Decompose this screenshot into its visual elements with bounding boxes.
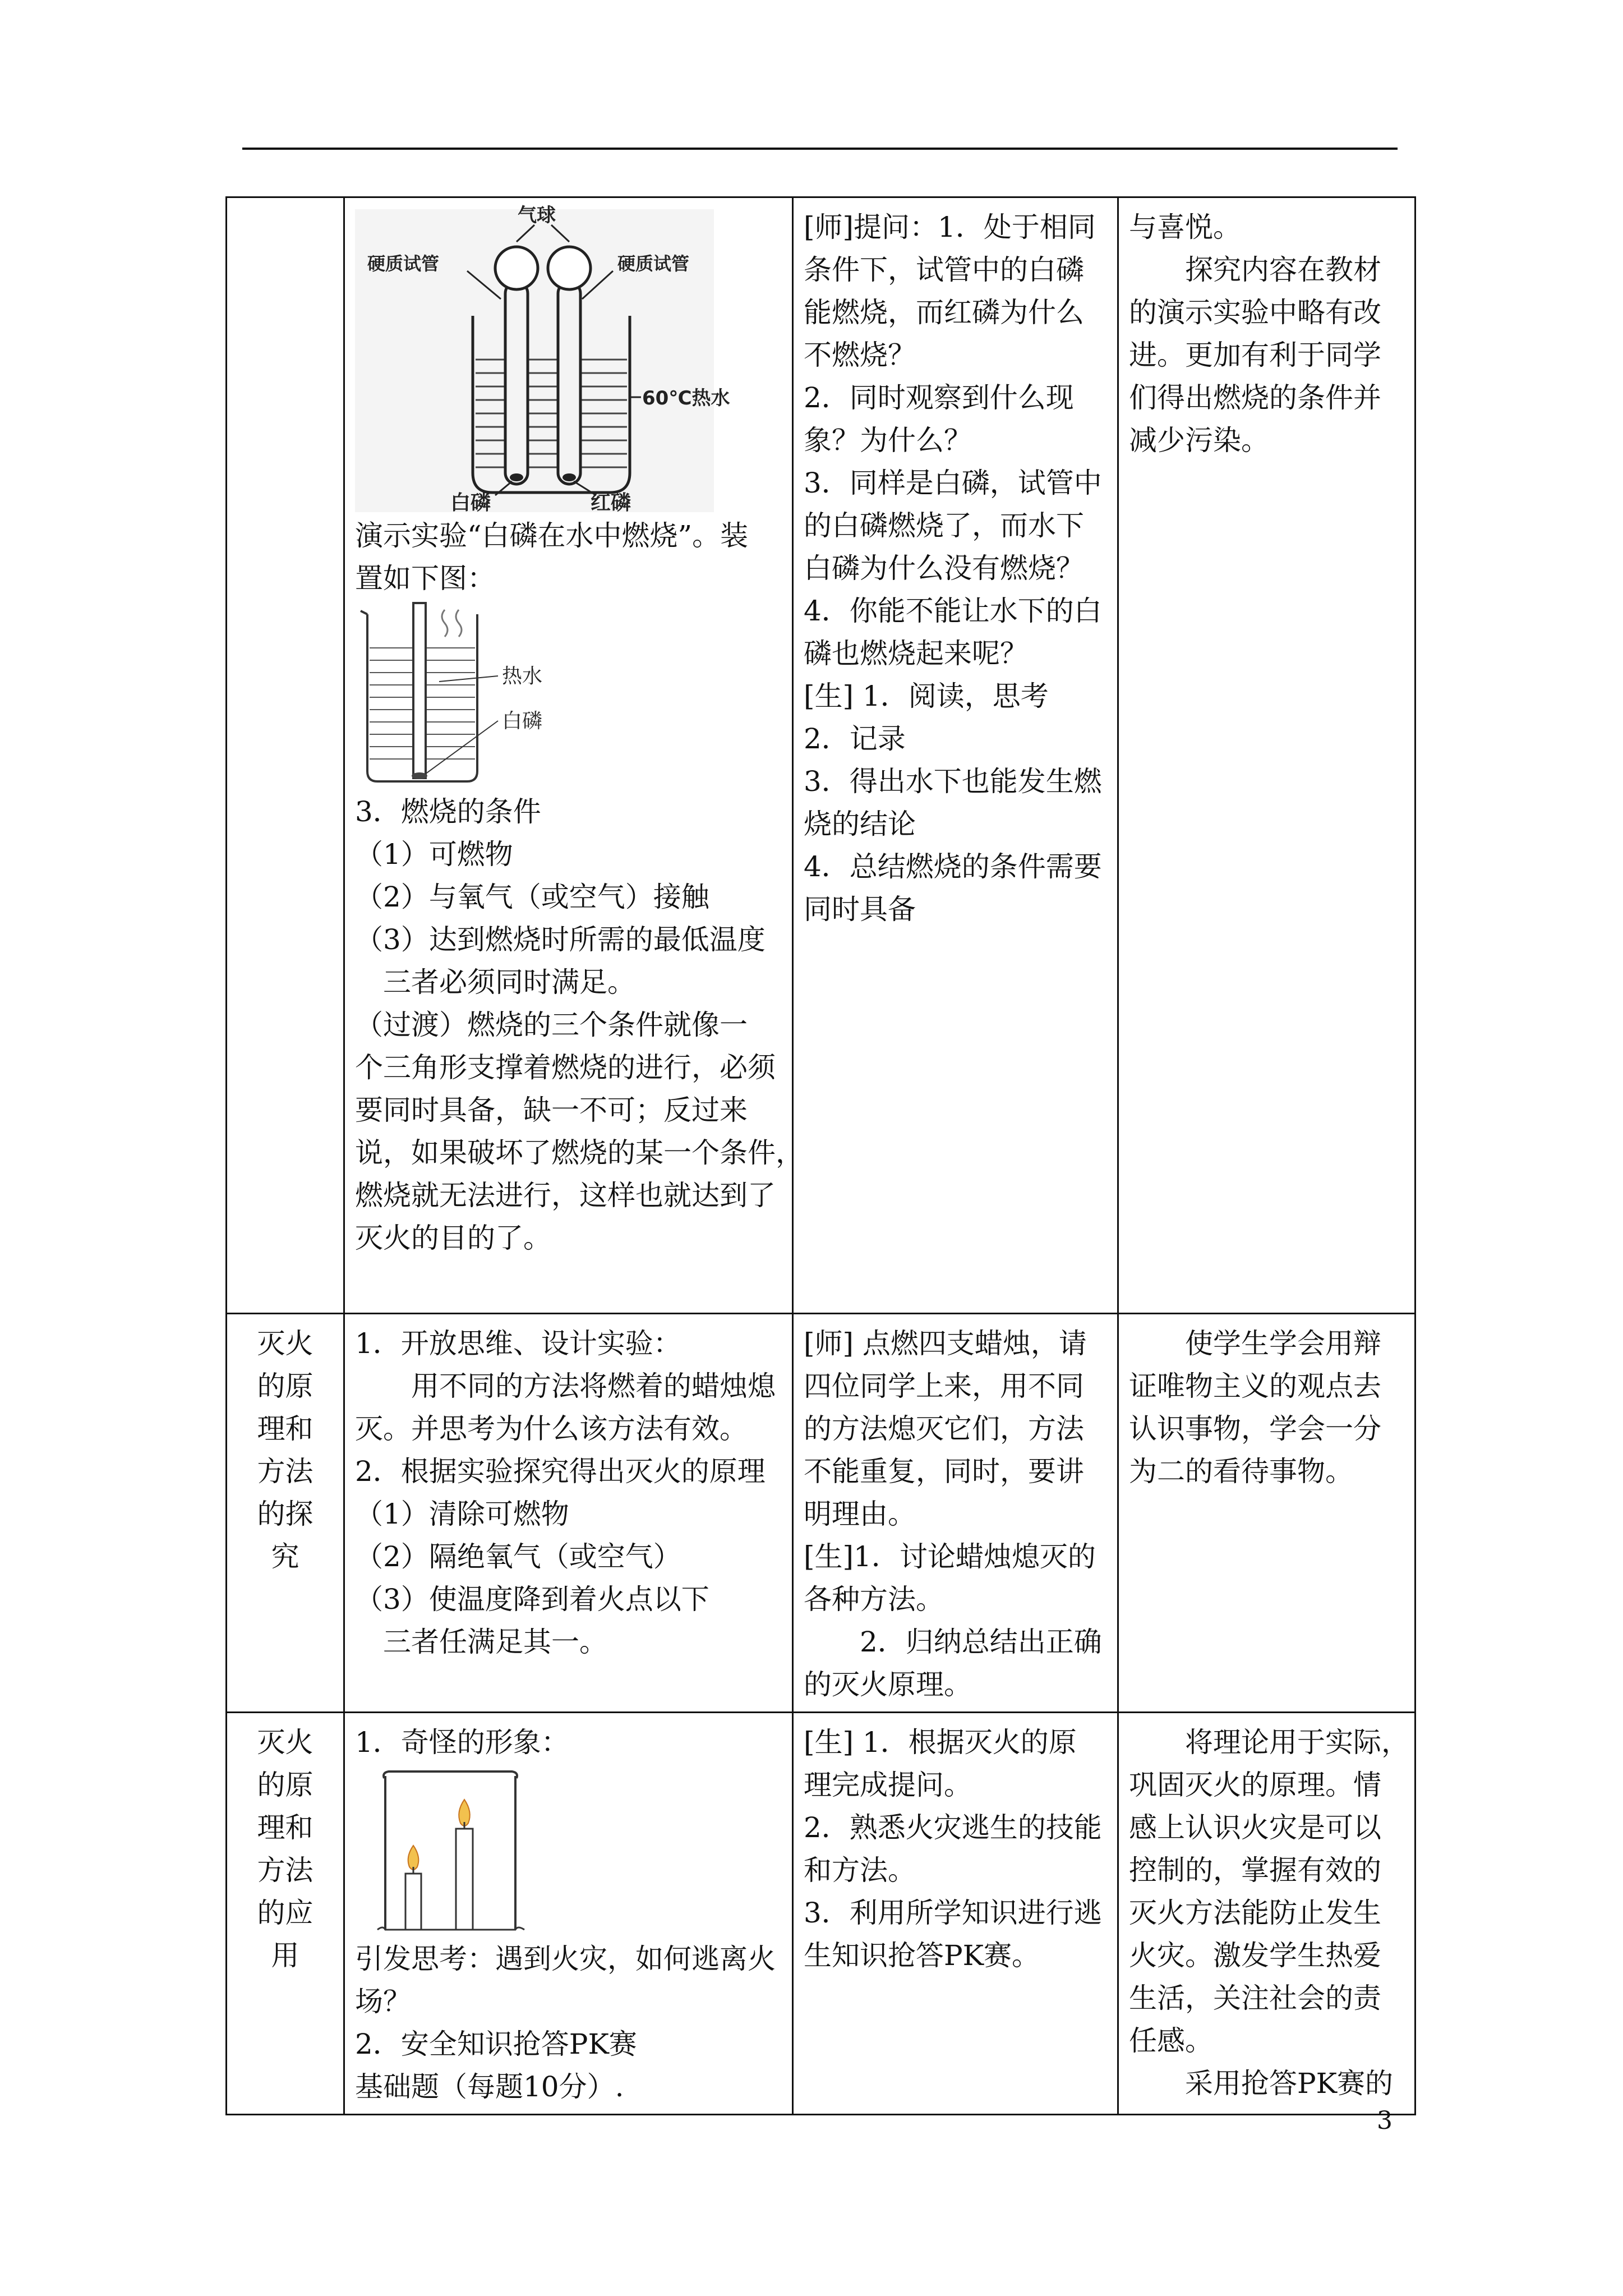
intent-line: 任感。 bbox=[1129, 2024, 1213, 2057]
content-line: 说，如果破坏了燃烧的某一个条件， bbox=[355, 1137, 804, 1169]
intent-cell bbox=[1118, 197, 1415, 1314]
activity-cell bbox=[793, 1713, 1118, 2115]
activity-line: 四位同学上来，用不同 bbox=[804, 1370, 1084, 1402]
activity-line: [师] 点燃四支蜡烛，请 bbox=[804, 1327, 1087, 1360]
content-line: 引发思考：遇到火灾，如何逃离火 bbox=[355, 1943, 776, 1975]
intent-line: 控制的，掌握有效的 bbox=[1129, 1854, 1381, 1887]
content-line: 灭火的目的了。 bbox=[355, 1222, 551, 1254]
topic-line: 的探 bbox=[257, 1498, 313, 1530]
intent-line: 进。更加有利于同学 bbox=[1129, 339, 1381, 371]
page-number: 3 bbox=[1377, 2106, 1393, 2135]
activity-line: 4．你能不能让水下的白 bbox=[804, 595, 1102, 627]
activity-line: 烧的结论 bbox=[804, 808, 916, 840]
intent-cell bbox=[1118, 1713, 1415, 2115]
label-hard-tube-left: 硬质试管 bbox=[367, 253, 440, 274]
label-hard-tube-right: 硬质试管 bbox=[617, 253, 690, 274]
activity-line: 不能重复，同时，要讲 bbox=[804, 1455, 1084, 1488]
content-cell bbox=[344, 197, 804, 1314]
row-extinguishing-principle-exploration bbox=[227, 1314, 1415, 1713]
content-line: 3．燃烧的条件 bbox=[355, 795, 541, 828]
topic-line: 用 bbox=[271, 1939, 299, 1972]
label-white-phosphorus: 白磷 bbox=[450, 491, 491, 514]
activity-line: 的灭火原理。 bbox=[804, 1668, 972, 1701]
activity-line: 磷也燃烧起来呢？ bbox=[804, 637, 1028, 670]
content-line: （3）达到燃烧时所需的最低温度 bbox=[355, 923, 766, 956]
content-line: （过渡）燃烧的三个条件就像一 bbox=[355, 1009, 748, 1041]
activity-line: 同时具备 bbox=[804, 893, 916, 926]
activity-line: 的白磷燃烧了，而水下 bbox=[804, 509, 1084, 542]
row-combustion-conditions bbox=[227, 197, 1415, 1314]
header-rule bbox=[242, 148, 1398, 150]
activity-line: 3．得出水下也能发生燃 bbox=[804, 765, 1102, 798]
content-line: 三者必须同时满足。 bbox=[383, 966, 635, 999]
topic-line: 究 bbox=[271, 1540, 299, 1573]
label-white-phosphorus: 白磷 bbox=[502, 710, 543, 733]
activity-line: [生] 1．阅读，思考 bbox=[804, 680, 1049, 712]
activity-line: 的方法熄灭它们，方法 bbox=[804, 1412, 1084, 1445]
phosphorus-underwater-figure bbox=[355, 603, 591, 788]
topic-line: 方法 bbox=[257, 1455, 313, 1488]
activity-line: 和方法。 bbox=[804, 1854, 916, 1887]
activity-line: 3．同样是白磷，试管中 bbox=[804, 467, 1102, 499]
intent-line: 将理论用于实际， bbox=[1185, 1726, 1409, 1759]
intent-line: 减少污染。 bbox=[1129, 424, 1269, 457]
content-line: 场？ bbox=[355, 1985, 411, 2018]
content-line: 燃烧就无法进行，这样也就达到了 bbox=[355, 1179, 776, 1212]
topic-line: 方法 bbox=[257, 1854, 313, 1887]
content-line: 演示实验“白磷在水中燃烧”。装 bbox=[355, 519, 749, 552]
activity-line: 生知识抢答PK赛。 bbox=[804, 1939, 1040, 1972]
content-line: （2）隔绝氧气（或空气） bbox=[355, 1540, 681, 1573]
activity-line: 理完成提问。 bbox=[804, 1769, 972, 1801]
intent-line: 证唯物主义的观点去 bbox=[1129, 1370, 1381, 1402]
activity-line: 4．总结燃烧的条件需要 bbox=[804, 850, 1102, 883]
activity-line: 能燃烧，而红磷为什么 bbox=[804, 296, 1084, 329]
activity-cell bbox=[793, 1314, 1118, 1713]
content-line: 2．根据实验探究得出灭火的原理 bbox=[355, 1455, 766, 1488]
topic-line: 的应 bbox=[257, 1897, 313, 1929]
activity-line: 各种方法。 bbox=[804, 1583, 944, 1616]
activity-line: 2．熟悉火灾逃生的技能 bbox=[804, 1811, 1102, 1844]
activity-line: 白磷为什么没有燃烧？ bbox=[804, 552, 1084, 585]
phosphorus-test-tube-figure bbox=[355, 204, 730, 514]
lesson-plan-table bbox=[225, 196, 1416, 2115]
candles-in-jar-figure bbox=[372, 1767, 540, 1935]
activity-line: [生]1．讨论蜡烛熄灭的 bbox=[804, 1540, 1096, 1573]
content-line: 个三角形支撑着燃烧的进行，必须 bbox=[355, 1051, 776, 1084]
content-line: （1）清除可燃物 bbox=[355, 1498, 569, 1530]
content-cell bbox=[344, 1713, 793, 2115]
topic-line: 的原 bbox=[257, 1769, 313, 1801]
activity-line: [生] 1．根据灭火的原 bbox=[804, 1726, 1077, 1759]
topic-line: 的原 bbox=[257, 1370, 313, 1402]
intent-line: 生活，关注社会的责 bbox=[1129, 1982, 1381, 2014]
intent-line: 为二的看待事物。 bbox=[1129, 1455, 1353, 1488]
content-line: 2．安全知识抢答PK赛 bbox=[355, 2028, 637, 2060]
activity-line: 2．同时观察到什么现 bbox=[804, 381, 1074, 414]
intent-line: 巩固灭火的原理。情 bbox=[1129, 1769, 1381, 1801]
label-red-phosphorus: 红磷 bbox=[591, 491, 631, 514]
activity-line: [师]提问：1．处于相同 bbox=[804, 211, 1096, 243]
intent-line: 采用抢答PK赛的 bbox=[1185, 2067, 1393, 2100]
content-line: 要同时具备，缺一不可；反过来 bbox=[355, 1094, 748, 1126]
label-balloon: 气球 bbox=[518, 204, 556, 227]
content-line: 三者任满足其一。 bbox=[383, 1626, 607, 1658]
intent-line: 的演示实验中略有改 bbox=[1129, 296, 1381, 329]
topic-cell-empty bbox=[227, 197, 344, 1314]
row-extinguishing-principle-application bbox=[227, 1713, 1415, 2115]
content-line: （1）可燃物 bbox=[355, 838, 513, 871]
activity-line: 明理由。 bbox=[804, 1498, 916, 1530]
content-line: 1．开放思维、设计实验： bbox=[355, 1327, 681, 1360]
content-line: 基础题（每题10分）. bbox=[355, 2070, 624, 2103]
intent-line: 使学生学会用辩 bbox=[1185, 1327, 1381, 1360]
topic-line: 理和 bbox=[257, 1412, 313, 1445]
activity-line: 3．利用所学知识进行逃 bbox=[804, 1897, 1102, 1929]
activity-line: 2．归纳总结出正确 bbox=[860, 1626, 1102, 1658]
topic-cell bbox=[227, 1713, 344, 2115]
activity-line: 象？为什么？ bbox=[804, 424, 972, 457]
intent-line: 感上认识火灾是可以 bbox=[1129, 1811, 1381, 1844]
intent-line: 灭火方法能防止发生 bbox=[1129, 1897, 1381, 1929]
intent-line: 认识事物，学会一分 bbox=[1129, 1412, 1381, 1445]
label-hot-water: 热水 bbox=[502, 665, 543, 688]
intent-line: 火灾。激发学生热爱 bbox=[1129, 1939, 1381, 1972]
topic-cell bbox=[227, 1314, 344, 1713]
content-line: （3）使温度降到着火点以下 bbox=[355, 1583, 709, 1616]
intent-line: 与喜悦。 bbox=[1129, 211, 1241, 243]
intent-line: 探究内容在教材 bbox=[1185, 254, 1381, 286]
content-line: 1．奇怪的形象： bbox=[355, 1726, 569, 1759]
activity-cell bbox=[793, 197, 1118, 1314]
content-line: 用不同的方法将燃着的蜡烛熄 bbox=[411, 1370, 776, 1402]
topic-line: 灭火 bbox=[257, 1726, 313, 1759]
activity-line: 2．记录 bbox=[804, 723, 906, 755]
topic-line: 灭火 bbox=[257, 1327, 313, 1360]
intent-line: 们得出燃烧的条件并 bbox=[1129, 381, 1381, 414]
content-cell bbox=[344, 1314, 793, 1713]
activity-line: 条件下，试管中的白磷 bbox=[804, 254, 1084, 286]
content-line: 置如下图： bbox=[355, 562, 495, 595]
activity-line: 不燃烧？ bbox=[804, 339, 916, 371]
content-line: 灭。并思考为什么该方法有效。 bbox=[355, 1412, 748, 1445]
label-hot-water-60: 60℃热水 bbox=[642, 387, 730, 409]
content-line: （2）与氧气（或空气）接触 bbox=[355, 881, 709, 913]
intent-cell bbox=[1118, 1314, 1415, 1713]
topic-line: 理和 bbox=[257, 1811, 313, 1844]
